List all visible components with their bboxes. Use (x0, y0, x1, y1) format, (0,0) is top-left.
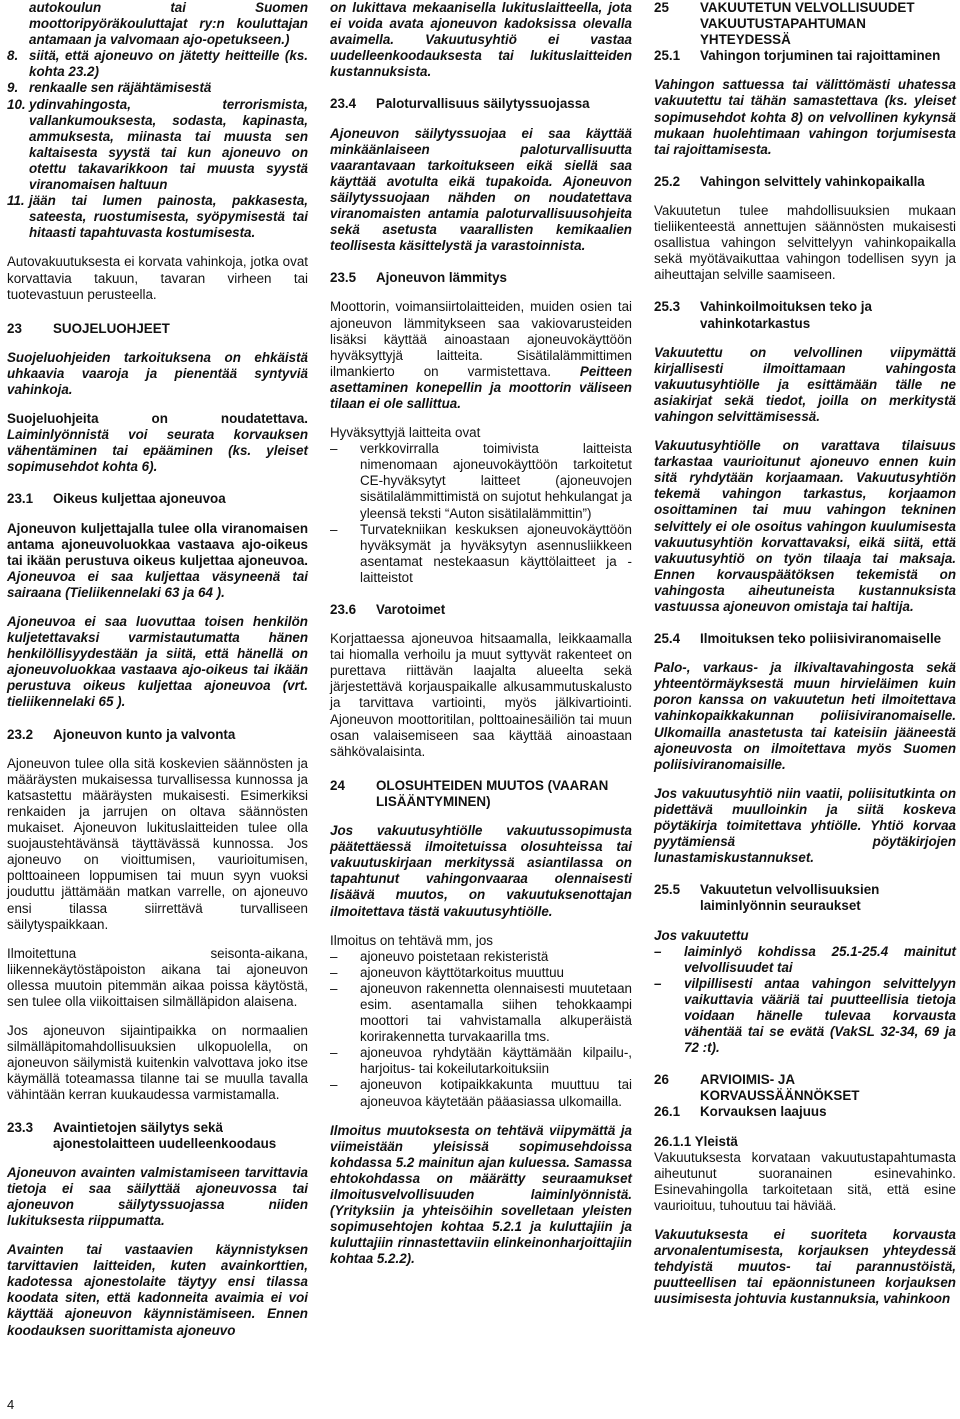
list-item: – ajoneuvon käyttötarkoitus muuttuu (330, 964, 564, 980)
paragraph: Jos vakuutusyhtiölle vakuutussopimusta päätettäessä ilmoitetuissa olosuhteissa tai vakuutuskirjaan merkityssä asiantilassa on tapahtunut vahingonvaaraa olennaisesti lisäävä muutos, on vakuutuksenottajan ilmoitettava tästä vakuutusyhtiölle. (330, 823, 632, 919)
list-item: 8. siitä, että ajoneuvo on jätetty heitteille (ks. kohta 23.2) (7, 48, 308, 80)
paragraph: Ilmoitettuna seisonta-aikana, liikennekäytöstäpoiston aikana tai ajoneuvon ollessa muutoin pitemmän aikaa poissa käytöstä, sen tulee olla viikoittaisen silmälläpidon alaisena. (7, 945, 308, 1009)
paragraph: Vakuutuksesta korvataan vakuutustapahtumasta aiheutunut suoranainen esinevahinko. Esinevahingolla tarkoitetaan sitä, että esine vaurioituu, tuhoutuu tai häviää. (654, 1149, 956, 1213)
section-heading-23-1: 23.1 Oikeus kuljettaa ajoneuvoa (7, 491, 226, 507)
section-heading-23: 23 SUOJELUOHJEET (7, 320, 170, 336)
paragraph: Jos vakuutettu (654, 927, 749, 943)
paragraph: Moottorin, voimansiirtolaitteiden, muiden osien tai ajoneuvon lämmitykseen saa vakiovarusteiden lisäksi käyttää ainoastaan ajoneuvokäyttöön hyväksyttyjä laitteita. Sisätilalämmittimen ilmankierto on varmistettava. Peitteen asettaminen konepellin ja moottorin väliseen tilaan ei ole sallittua. (330, 299, 632, 411)
list-item: – ajoneuvo poistetaan rekisteristä (330, 948, 549, 964)
paragraph: Hyväksyttyjä laitteita ovat (330, 425, 481, 441)
paragraph: Vakuutettu on velvollinen viipymättä kirjallisesti ilmoittamaan vahingosta vakuutusyhtiölle ja esittämään tälle ne asiakirjat sekä tiedot, joilla on merkitystä vahingon selvittämisessä. (654, 344, 956, 424)
paragraph: Palo-, varkaus- ja ilkivaltavahingosta sekä yhteentörmäyksestä muun hirvieläimen kuin poron kanssa on vakuutetun heti ilmoitettava vahinkopaikkakunnan poliisiviranomaiselle. Ulkomailla anastetusta tai kateisiin jääneestä ajoneuvosta on ilmoitettava myös Suomen poliisiviranomaisille. (654, 660, 956, 772)
list-item: – ajoneuvon rakennetta olennaisesti muutetaan esim. asentamalla siihen tehokkaampi moottori tai vahvistamalla alkuperäistä korirakennetta turvakaarilla tms. (330, 980, 632, 1045)
list-item: 9. renkaalle sen räjähtämisestä (7, 80, 212, 96)
section-heading-24: 24 OLOSUHTEIDEN MUUTOS (VAARAN LISÄÄNTYMINEN) (330, 777, 609, 809)
paragraph: Vakuutuksesta ei suoriteta korvausta arvonalentumisesta, korjauksen yhteydessä tehdyistä muutos- tai parannustöistä, puutteellisen tai epäonnistuneen korjauksen uusimisesta johtuvia kustannuksia, vahinkoon (654, 1227, 956, 1307)
column-3 (654, 0, 956, 1307)
paragraph: Ajoneuvon säilytyssuojaa ei saa käyttää minkäänlaiseen paloturvallisuutta vaarantavaan tarkoitukseen eikä siellä saa käyttää avotulta eikä tupakoida. Ajoneuvon säilytyssuojaan nähden on noudatettava viranomaisten antamia paloturvallisuusohjeita sekä asetusta vaarallisten kemikaalien teollisesta käsittelystä ja varastoinnista. (330, 125, 632, 254)
paragraph: Korjattaessa ajoneuvoa hitsaamalla, leikkaamalla tai hiomalla verhoilu ja muut syttyvät rakenteet on purettava riittävän laajalta alueelta sekä järjestettävä korjauspaikalle alkusammutuskalusto ja tarvittava vartiointi, myös jälkivartiointi. Ajoneuvon moottoritilan, polttoainesäiliön tai muun osan valaisemiseen saa käyttää ainoastaan sähkövalaisinta. (330, 631, 632, 759)
section-heading-26-1-1: 26.1.1 Yleistä (654, 1133, 738, 1149)
list-item: – vilpillisesti antaa vahingon selvittelyyn vaikuttavia vääriä tai puutteellisia tietoja voidaan hänelle tulevaa korvausta vähentää tai se evätä (VakSL 32-34, 69 ja 72 :t). (654, 975, 956, 1056)
paragraph: Autovakuutuksesta ei korvata vahinkoja, jotka ovat korvattavia takuun, tavaran virheen tai tuotevastuun perusteella. (7, 254, 308, 302)
column-2 (330, 0, 632, 1267)
paragraph: Suojeluohjeita on noudatettava. Laiminlyönnistä voi seurata korvauksen vähentäminen tai epääminen (ks. yleiset sopimusehdot kohta 6). (7, 411, 308, 475)
dash-list (330, 949, 632, 1110)
section-heading-26: 26 ARVIOIMIS- JA KORVAUSSÄÄNNÖKSET (654, 1072, 860, 1104)
list-item: – Turvatekniikan keskuksen ajoneuvokäyttöön hyväksymät ja hyväksytyn asennusliikkeen asentamat nestekaasun käyttölaitteet ja -laitteistot (330, 521, 632, 585)
paragraph: Jos ajoneuvon sijaintipaikka on normaalien silmälläpitomahdollisuuksien ulkopuolella, on ajoneuvon säilymistä kuitenkin valvottava joko itse käymällä toteamassa tilanne tai se muulla tavalla vähintään kerran kuukaudessa varmistamalla. (7, 1023, 308, 1103)
list-item: – verkkovirralla toimivista laitteista nimenomaan ajoneuvokäyttöön tarkoitetut CE-hyväksytyt laitteet (ajoneuvojen sisätilalämmittimistä on sujotut hehkulangat ja yleensä teksti “Auton sisätilalämmittin”) (330, 441, 632, 521)
dash-list (330, 441, 632, 586)
section-heading-23-3: 23.3 Avaintietojen säilytys sekä ajonestolaitteen uudelleenkoodaus (7, 1119, 277, 1151)
section-heading-26-1: 26.1 Korvauksen laajuus (654, 1104, 827, 1120)
section-heading-23-6: 23.6 Varotoimet (330, 602, 446, 617)
intro-text: autokoulun tai Suomen moottoripyöräkouluttajat ry:n kouluttajan antamaan ja valvomaan ajo-opetukseen.) (29, 0, 308, 48)
section-heading-23-2: 23.2 Ajoneuvon kunto ja valvonta (7, 726, 236, 742)
page-number: 4 (7, 1397, 15, 1412)
list-item: – ajoneuvoa ryhdytään käyttämään kilpailu-, harjoitus- tai kokeilutarkoituksiin (330, 1045, 632, 1077)
paragraph: Ilmoitus on tehtävä mm, jos (330, 932, 493, 948)
paragraph: Ajoneuvon avainten valmistamiseen tarvittavia tietoja ei saa säilyttää ajoneuvossa tai ajoneuvon säilytyssuojassa niiden lukituksesta riippumatta. (7, 1164, 308, 1228)
exclusion-list (7, 48, 308, 241)
paragraph: Ilmoitus muutoksesta on tehtävä viipymättä ja viimeistään yleisissä sopimusehdoissa kohdassa 5.2 mainitun ajan kuluessa. Samassa ehtokohdassa on määrätty seuraamukset ilmoitusvelvollisuuden laiminlyönnistä. (Yrityksiin ja yhteisöihin sovelletaan yleisten sopimusehtojen kohtaa 5.2.1 ja kuluttajiin ja kuluttajiin rinnastettaviin elinkeinonharjoittajiin kohtaa 5.2.2). (330, 1122, 632, 1267)
dash-list (654, 944, 956, 1057)
list-item: – ajoneuvon kotipaikkakunta muuttuu tai ajoneuvoa käytetään pääasiassa ulkomailla. (330, 1077, 632, 1109)
section-heading-25-1: 25.1 Vahingon torjuminen tai rajoittaminen (654, 48, 941, 64)
paragraph: Jos vakuutusyhtiö niin vaatii, poliisitutkinta on pidettävä muulloinkin ja siitä koskeva pöytäkirja toimitettava yhtiölle. Yhtiö korvaa pyytämiensä pöytäkirjojen lunastamiskustannukset. (654, 785, 956, 866)
paragraph: Vakuutetun tulee mahdollisuuksien mukaan tieliikenteestä annettujen säännösten mukaisesti osallistua vahingon selvittelyyn vahinkopaikalla sekä myötävaikuttaa vahingon todellisen syyn ja aiheuttajan selville saamiseen. (654, 202, 956, 283)
paragraph: Suojeluohjeiden tarkoituksena on ehkäistä uhkaavia vaaroja ja pienentää syntyviä vahinkoja. (7, 349, 308, 397)
paragraph: Ajoneuvon kuljettajalla tulee olla viranomaisen antama ajoneuvoluokkaa vastaava ajo-oikeus tai ikään perustuva oikeus kuljettaa ajoneuvoa. Ajoneuvoa ei saa kuljettaa väsyneenä tai sairaana (Tieliikennelaki 63 ja 64 ). (7, 520, 308, 600)
section-heading-23-4: 23.4 Paloturvallisuus säilytyssuojassa (330, 96, 590, 112)
paragraph: Vahingon sattuessa tai välittömästi uhatessa vakuutettu tai tähän samastettava (ks. yleiset sopimusehdot kohta 8) on velvollinen kykynsä mukaan huolehtimaan vahingon torjumisesta tai rajoittamisesta. (654, 77, 956, 157)
section-heading-25-5: 25.5 Vakuutetun velvollisuuksien laiminlyönnin seuraukset (654, 882, 880, 914)
section-heading-23-5: 23.5 Ajoneuvon lämmitys (330, 270, 507, 286)
section-heading-25-3: 25.3 Vahinkoilmoituksen teko ja vahinkotarkastus (654, 299, 872, 331)
list-item: 10. ydinvahingosta, terrorismista, vallankumouksesta, sodasta, kapinasta, ammuksesta, miinasta tai muusta sen kaltaisesta syystä tai kun ajoneuvo on otettu takavarikkoon tai muusta syystä viranomaisen haltuun (7, 96, 308, 193)
paragraph: on lukittava mekaanisella lukituslaitteella, jota ei voida avata ajoneuvon kadoksissa olevalla avaimella. Vakuutusyhtiö ei vastaa uudelleenkoodauksesta tai lukituslaitteiden kustannuksista. (330, 0, 632, 80)
paragraph: Ajoneuvoa ei saa luovuttaa toisen henkilön kuljetettavaksi varmistautumatta hänen henkilöllisyydestään ja siitä, että hänellä on ajoneuvoluokkaa vastaava ajo-oikeus tai ikään perustuva oikeus kuljettaa ajoneuvoa (vrt. tieliikennelaki 65 ). (7, 614, 308, 710)
list-item: 11. jään tai lumen painosta, pakkasesta, sateesta, ruostumisesta, syöpymisestä tai hitaasti tapahtuvasta kostumisesta. (7, 193, 308, 241)
section-heading-25-4: 25.4 Ilmoituksen teko poliisiviranomaiselle (654, 631, 942, 647)
column-1 (7, 0, 308, 1339)
section-heading-25-2: 25.2 Vahingon selvittely vahinkopaikalla (654, 173, 925, 189)
paragraph: Vakuutusyhtiölle on varattava tilaisuus tarkastaa vaurioitunut ajoneuvo ennen kuin sitä ryhdytään korjaamaan. Vakuutusyhtiön tekemä vahingon tarkastus, korjaamon osoittaminen tai muu vahingon tekninen selvittely ei ole osoitus vahingon kuulumisesta vakuutusyhtiön korvattavaksi, eikä siitä, että vakuutusyhtiö on työn tilaaja tai maksaja. Ennen korvauspäätöksen tekemistä on vahingosta aiheutuneista kustannuksista vastuussa ajoneuvon omistaja tai haltija. (654, 438, 956, 614)
list-item: – laiminlyö kohdissa 25.1-25.4 mainitut velvollisuudet tai (654, 943, 956, 975)
paragraph: Avainten tai vastaavien käynnistyksen tarvittavien laitteiden, kuten avainkorttien, kadotessa ajonestolaite täytyy ensi tilassa koodata siten, että kadonneita avaimia ei voi käyttää ajoneuvon käynnistämiseen. Ennen koodauksen suorittamista ajoneuvo (7, 1242, 308, 1338)
section-heading-25: 25 VAKUUTETUN VELVOLLISUUDET VAKUUTUSTAPAHTUMAN YHTEYDESSÄ (654, 0, 915, 48)
paragraph: Ajoneuvon tulee olla sitä koskevien säännösten ja määräysten mukaisessa turvallisessa kunnossa ja katsastettu määräysten mukaisesti. Esimerkiksi renkaiden ja jarrujen on oltava säännösten mukaiset. Ajoneuvon lukituslaitteiden tulee olla suojaustehtävänsä täyttävässä kunnossa. Jos ajoneuvo on vioittumisen, vaurioitumisen, polttoaineen loppumisen tai muun syyn vuoksi jouduttu jättämään matkan varrelle, on ajoneuvo ensi tilassa siirrettävä turvalliseen säilytyspaikkaan. (7, 755, 308, 932)
